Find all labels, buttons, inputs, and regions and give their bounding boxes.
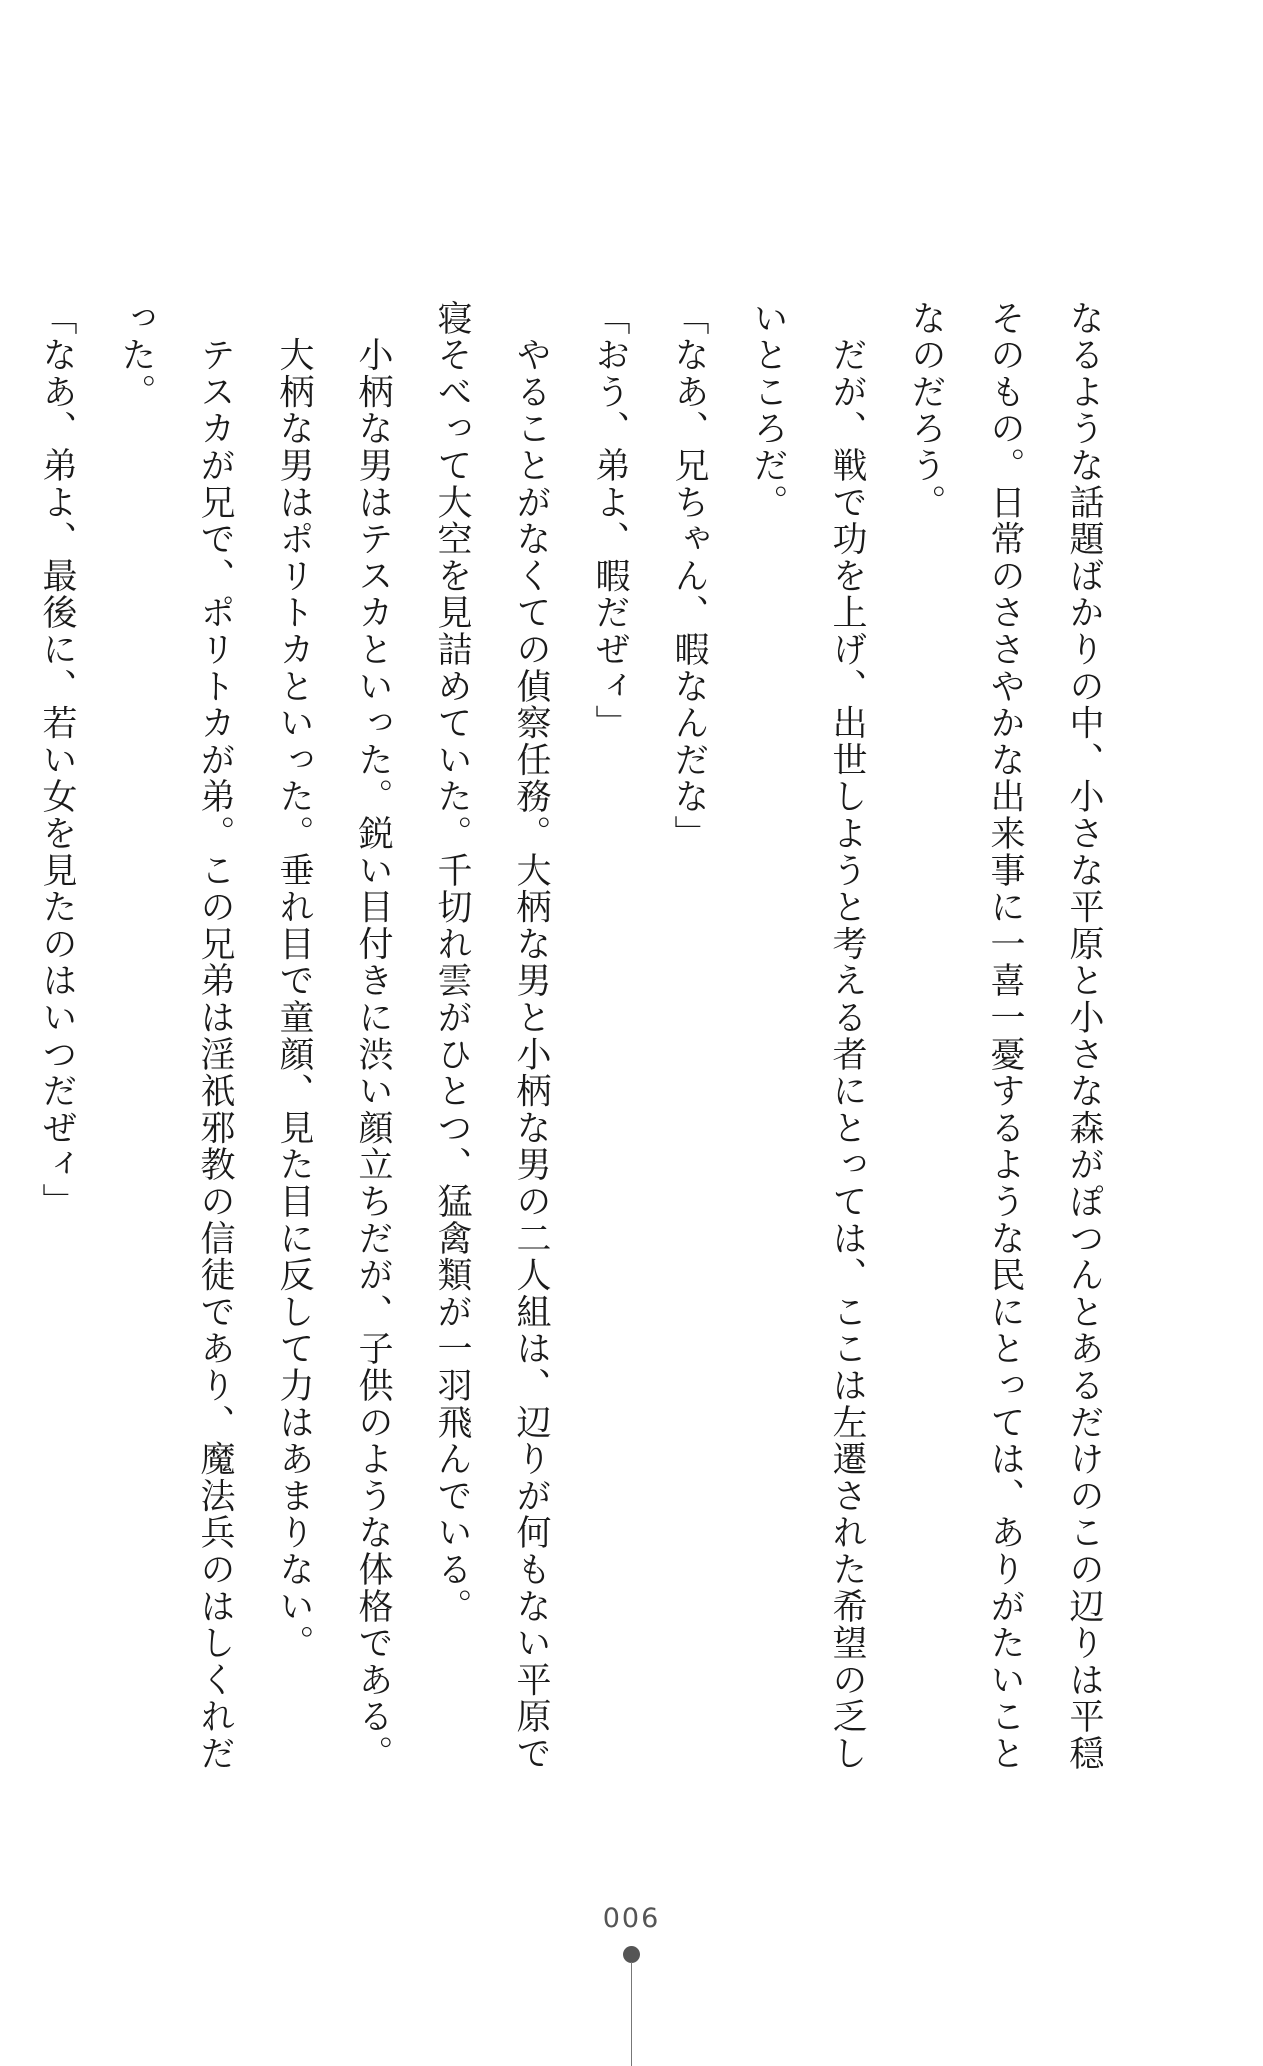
text-line: 大柄な男はポリトカといった。垂れ目で童顔、見た目に反して力はあまりない。 <box>274 300 314 1662</box>
text-line: なるような話題ばかりの中、小さな平原と小さな森がぽつんとあるだけのこの辺りは平穏 <box>1064 300 1104 1772</box>
folio-dot <box>623 1946 640 1963</box>
text-line: 小柄な男はテスカといった。鋭い目付きに渋い顔立ちだが、子供のような体格である。 <box>353 300 393 1772</box>
folio-rule <box>631 1962 632 2066</box>
text-line: そのもの。日常のささやかな出来事に一喜一憂するような民にとっては、ありがたいこと <box>985 300 1025 1772</box>
body-text <box>37 300 1123 1820</box>
text-line: 「なあ、兄ちゃん、暇なんだな」 <box>669 300 709 852</box>
text-line: 寝そべって大空を見詰めていた。千切れ雲がひとつ、猛禽類が一羽飛んでいる。 <box>432 300 472 1625</box>
text-line: なのだろう。 <box>906 300 946 521</box>
page-number: 006 <box>602 1903 661 1934</box>
text-line: やることがなくての偵察任務。大柄な男と小柄な男の二人組は、辺りが何もない平原で <box>511 300 551 1772</box>
text-line: いところだ。 <box>748 300 788 521</box>
text-line: 「おう、弟よ、暇だぜィ」 <box>590 300 630 742</box>
text-line: テスカが兄で、ポリトカが弟。この兄弟は淫祇邪教の信徒であり、魔法兵のはしくれだ <box>195 300 235 1772</box>
text-line <box>0 300 17 1820</box>
text-line: 「なあ、弟よ、最後に、若い女を見たのはいつだぜィ」 <box>37 300 77 1220</box>
text-line: った。 <box>116 300 156 411</box>
text-line: だが、戦で功を上げ、出世しようと考える者にとっては、ここは左遷された希望の乏し <box>827 300 867 1772</box>
